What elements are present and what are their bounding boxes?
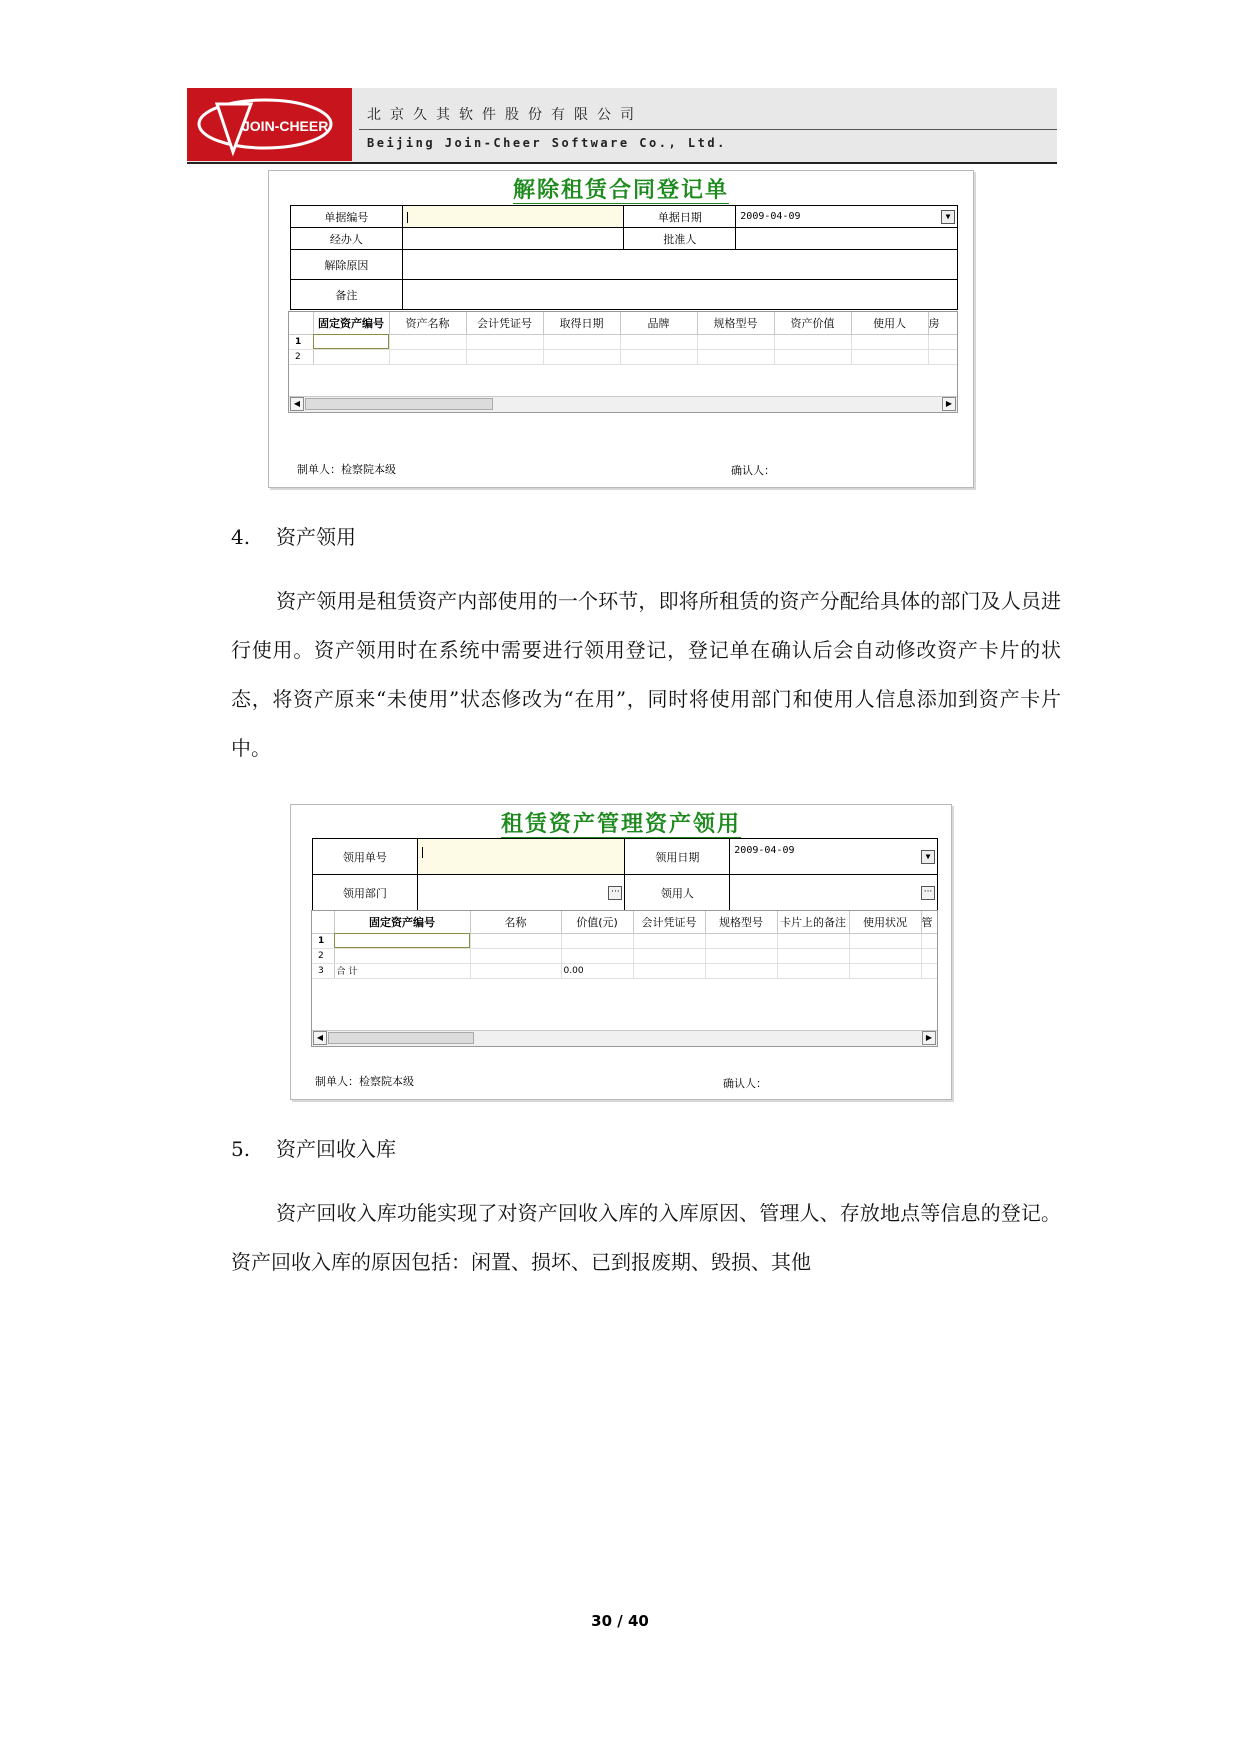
grid-cell[interactable] bbox=[777, 963, 849, 978]
approver-input[interactable] bbox=[736, 228, 958, 250]
company-logo bbox=[187, 88, 352, 161]
confirm-field: 确认人： bbox=[731, 464, 775, 477]
grid-cell[interactable] bbox=[389, 334, 466, 349]
grid-cell[interactable] bbox=[543, 349, 620, 364]
col-header[interactable]: 会计凭证号 bbox=[633, 911, 705, 933]
remark-label: 备注 bbox=[291, 280, 403, 310]
grid-cell[interactable] bbox=[466, 334, 543, 349]
grid-cell[interactable] bbox=[921, 948, 938, 963]
grid-cell[interactable] bbox=[697, 349, 774, 364]
table-row bbox=[289, 349, 958, 364]
col-header[interactable]: 资产价值 bbox=[774, 312, 851, 334]
col-header[interactable]: 品牌 bbox=[620, 312, 697, 334]
page-number: 30 / 40 bbox=[591, 1612, 649, 1630]
col-header[interactable]: 取得日期 bbox=[543, 312, 620, 334]
form-header-fields bbox=[290, 205, 958, 310]
col-header[interactable]: 使用人 bbox=[851, 312, 928, 334]
handler-label: 经办人 bbox=[291, 228, 403, 250]
col-header[interactable]: 卡片上的备注 bbox=[777, 911, 849, 933]
grid-cell[interactable] bbox=[470, 948, 561, 963]
grid-cell[interactable] bbox=[470, 933, 561, 948]
grid-cell[interactable] bbox=[774, 349, 851, 364]
scroll-thumb[interactable] bbox=[305, 398, 493, 410]
grid-cell[interactable] bbox=[633, 933, 705, 948]
col-header[interactable]: 固定资产编号 bbox=[334, 911, 470, 933]
table-row bbox=[289, 334, 958, 349]
user-input[interactable] bbox=[730, 875, 938, 911]
col-header[interactable]: 房 bbox=[928, 312, 958, 334]
scroll-right-icon[interactable]: ▶ bbox=[922, 1031, 936, 1045]
approver-label: 批准人 bbox=[624, 228, 736, 250]
grid-cell[interactable] bbox=[543, 334, 620, 349]
company-name-en: Beijing Join-Cheer Software Co., Ltd. bbox=[367, 136, 727, 150]
grid-cell[interactable] bbox=[849, 963, 921, 978]
grid-cell[interactable] bbox=[313, 349, 389, 364]
grid-cell[interactable] bbox=[777, 948, 849, 963]
grid-cell[interactable] bbox=[561, 948, 633, 963]
grid-cell[interactable] bbox=[774, 334, 851, 349]
logo-text: JOIN-CHEER bbox=[242, 118, 329, 134]
row-number: 1 bbox=[312, 933, 334, 948]
maker-field: 制单人：检察院本级 bbox=[315, 1075, 414, 1088]
grid-cell[interactable] bbox=[921, 963, 938, 978]
row-number: 2 bbox=[312, 948, 334, 963]
remark-input[interactable] bbox=[402, 280, 957, 310]
asset-requisition-form bbox=[290, 804, 952, 1100]
section-paragraph: 资产回收入库功能实现了对资产回收入库的入库原因、管理人、存放地点等信息的登记。资产回收入库的原因包括：闲置、损坏、已到报废期、毁损、其他 bbox=[231, 1201, 1061, 1274]
grid-cell[interactable] bbox=[849, 948, 921, 963]
grid-cell[interactable] bbox=[620, 334, 697, 349]
grid-cell[interactable] bbox=[620, 349, 697, 364]
grid-cell[interactable] bbox=[851, 334, 928, 349]
col-header[interactable]: 规格型号 bbox=[705, 911, 777, 933]
handler-input[interactable] bbox=[402, 228, 624, 250]
grid-cell[interactable] bbox=[633, 963, 705, 978]
total-row bbox=[312, 963, 938, 978]
total-value: 0.00 bbox=[561, 963, 633, 978]
section-heading: 4. 资产领用 bbox=[231, 525, 356, 549]
section-paragraph: 资产领用是租赁资产内部使用的一个环节，即将所租赁的资产分配给具体的部门及人员进行使用。资产领用时在系统中需要进行领用登记，登记单在确认后会自动修改资产卡片的状态，将资产原来“未使用”状态修改为“在用”，同时将使用部门和使用人信息添加到资产卡片中。 bbox=[231, 589, 1061, 760]
grid-cell[interactable] bbox=[705, 933, 777, 948]
form-header-fields bbox=[312, 838, 938, 911]
asset-grid bbox=[288, 311, 958, 413]
col-header[interactable]: 固定资产编号 bbox=[313, 312, 389, 334]
grid-cell[interactable] bbox=[470, 963, 561, 978]
row-number: 1 bbox=[289, 334, 313, 349]
dept-input[interactable] bbox=[417, 875, 625, 911]
form-title: 解除租赁合同登记单 bbox=[512, 177, 729, 203]
grid-cell[interactable] bbox=[697, 334, 774, 349]
doc-no-label: 单据编号 bbox=[291, 206, 403, 228]
chevron-down-icon[interactable]: ▼ bbox=[941, 210, 955, 224]
grid-cell[interactable] bbox=[633, 948, 705, 963]
grid-cell[interactable] bbox=[334, 948, 470, 963]
row-header-corner bbox=[289, 312, 313, 334]
receive-date-label: 领用日期 bbox=[625, 839, 730, 875]
row-number: 3 bbox=[312, 963, 334, 978]
doc-date-picker[interactable]: 2009-04-09 ▼ bbox=[736, 206, 958, 228]
dept-label: 领用部门 bbox=[313, 875, 418, 911]
scroll-thumb[interactable] bbox=[328, 1032, 474, 1044]
doc-date-label: 单据日期 bbox=[624, 206, 736, 228]
user-label: 领用人 bbox=[625, 875, 730, 911]
grid-cell[interactable] bbox=[777, 933, 849, 948]
section-heading: 5. 资产回收入库 bbox=[231, 1137, 396, 1161]
maker-field: 制单人：检察院本级 bbox=[297, 463, 396, 476]
receive-date-picker[interactable]: 2009-04-09 ▼ bbox=[730, 839, 938, 875]
contract-termination-form bbox=[268, 170, 974, 488]
receive-no-input[interactable] bbox=[417, 839, 625, 875]
reason-input[interactable] bbox=[402, 250, 957, 280]
asset-grid bbox=[311, 910, 938, 1047]
grid-cell[interactable] bbox=[928, 334, 958, 349]
scroll-left-icon[interactable]: ◀ bbox=[290, 397, 304, 411]
header-rule bbox=[359, 129, 1057, 130]
reason-label: 解除原因 bbox=[291, 250, 403, 280]
col-header[interactable]: 资产名称 bbox=[389, 312, 466, 334]
col-header[interactable]: 使用状况 bbox=[849, 911, 921, 933]
confirm-field: 确认人： bbox=[723, 1077, 767, 1090]
grid-cell[interactable] bbox=[313, 334, 389, 349]
page-header bbox=[187, 88, 1057, 164]
col-header[interactable]: 名称 bbox=[470, 911, 561, 933]
grid-cell[interactable] bbox=[849, 933, 921, 948]
more-icon[interactable]: ··· bbox=[921, 886, 935, 900]
grid-cell[interactable] bbox=[705, 963, 777, 978]
col-header[interactable]: 管 bbox=[921, 911, 938, 933]
horizontal-scrollbar[interactable] bbox=[289, 396, 957, 412]
grid-cell[interactable] bbox=[851, 349, 928, 364]
grid-cell[interactable] bbox=[561, 933, 633, 948]
more-icon[interactable]: ··· bbox=[608, 886, 622, 900]
grid-cell[interactable] bbox=[334, 933, 470, 948]
scroll-left-icon[interactable]: ◀ bbox=[313, 1031, 327, 1045]
form-title: 租赁资产管理资产领用 bbox=[500, 811, 741, 837]
col-header[interactable]: 规格型号 bbox=[697, 312, 774, 334]
row-header-corner bbox=[312, 911, 334, 933]
table-row bbox=[312, 933, 938, 948]
grid-cell[interactable] bbox=[928, 349, 958, 364]
col-header[interactable]: 会计凭证号 bbox=[466, 312, 543, 334]
company-name-cn: 北京久其软件股份有限公司 bbox=[367, 107, 643, 123]
grid-cell[interactable] bbox=[705, 948, 777, 963]
chevron-down-icon[interactable]: ▼ bbox=[921, 850, 935, 864]
horizontal-scrollbar[interactable] bbox=[312, 1030, 937, 1046]
grid-cell[interactable] bbox=[921, 933, 938, 948]
grid-cell[interactable] bbox=[389, 349, 466, 364]
row-number: 2 bbox=[289, 349, 313, 364]
col-header[interactable]: 价值(元) bbox=[561, 911, 633, 933]
doc-no-input[interactable] bbox=[402, 206, 624, 228]
grid-cell[interactable] bbox=[466, 349, 543, 364]
receive-no-label: 领用单号 bbox=[313, 839, 418, 875]
scroll-right-icon[interactable]: ▶ bbox=[942, 397, 956, 411]
table-row bbox=[312, 948, 938, 963]
total-label: 合 计 bbox=[334, 963, 470, 978]
